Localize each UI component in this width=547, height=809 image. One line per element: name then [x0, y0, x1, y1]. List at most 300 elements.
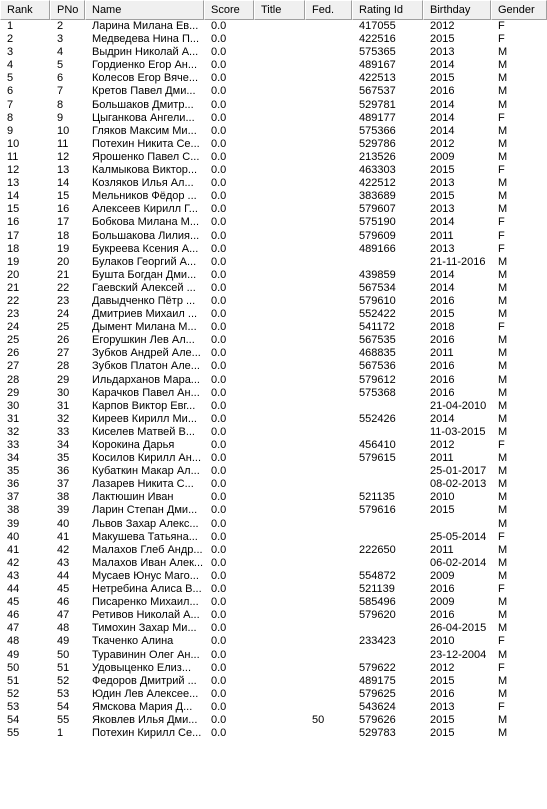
title-cell [254, 387, 305, 400]
gender-cell: F [498, 583, 505, 596]
pno-cell: 46 [57, 596, 70, 609]
fed-cell [305, 727, 352, 740]
gender-cell: M [498, 412, 508, 425]
title-cell [254, 491, 305, 504]
rating-id-cell: 552422 [359, 308, 396, 321]
table-row[interactable] [0, 544, 547, 557]
birthday-cell: 2014 [430, 124, 455, 137]
rank-cell: 20 [7, 268, 20, 281]
name-cell: Потехин Кирилл Се... [92, 727, 202, 740]
fed-cell [305, 216, 352, 229]
rating-id-cell: 579610 [359, 294, 396, 307]
pno-cell: 3 [57, 33, 64, 46]
pno-cell: 40 [57, 517, 70, 530]
title-cell [254, 531, 305, 544]
name-cell: Макушева Татьяна... [92, 530, 198, 543]
pno-cell: 38 [57, 491, 70, 504]
score-cell: 0.0 [211, 321, 227, 334]
table-row[interactable] [0, 452, 547, 465]
rank-cell: 33 [7, 439, 20, 451]
rank-cell: 46 [7, 609, 20, 622]
title-cell [254, 400, 305, 413]
table-row[interactable] [0, 478, 547, 491]
table-row[interactable] [0, 321, 547, 334]
rank-cell: 53 [7, 700, 20, 713]
pno-cell: 23 [57, 294, 70, 307]
title-cell [254, 413, 305, 426]
pno-cell: 43 [57, 556, 70, 569]
score-cell: 0.0 [211, 609, 227, 622]
rating-id-cell: 468835 [359, 347, 396, 360]
birthday-cell: 2011 [430, 452, 454, 465]
title-cell [254, 596, 305, 609]
rank-cell: 49 [7, 648, 20, 661]
column-header-rank[interactable]: Rank [0, 0, 50, 20]
birthday-cell: 2009 [430, 150, 455, 163]
table-row[interactable] [0, 374, 547, 387]
gender-cell: M [498, 687, 508, 700]
score-cell: 0.0 [211, 478, 227, 491]
gender-cell: M [498, 203, 508, 216]
name-cell: Малахов Глеб Андр... [92, 543, 203, 556]
rank-cell: 34 [7, 452, 20, 465]
pno-cell: 21 [57, 268, 70, 281]
fed-cell [305, 360, 352, 373]
birthday-cell: 21-04-2010 [430, 399, 487, 412]
table-row[interactable] [0, 230, 547, 243]
gender-cell: F [498, 661, 505, 674]
rating-id-cell: 579620 [359, 609, 396, 622]
title-cell [254, 125, 305, 138]
score-cell: 0.0 [211, 517, 227, 530]
score-cell: 0.0 [211, 33, 227, 46]
gender-cell: M [498, 281, 508, 294]
pno-cell: 7 [57, 85, 64, 98]
pno-cell: 51 [57, 661, 70, 674]
table-row[interactable] [0, 504, 547, 517]
birthday-cell: 2011 [430, 347, 454, 360]
rating-id-cell: 463303 [359, 164, 396, 177]
table-row[interactable] [0, 400, 547, 413]
name-cell: Потехин Никита Се... [92, 137, 200, 150]
table-row[interactable] [0, 347, 547, 360]
title-cell [254, 518, 305, 531]
table-row[interactable] [0, 216, 547, 229]
table-row[interactable] [0, 675, 547, 688]
score-cell: 0.0 [211, 334, 227, 347]
birthday-cell: 2012 [430, 20, 455, 32]
name-cell: Туравинин Олег Ан... [92, 648, 200, 661]
pno-cell: 52 [57, 674, 70, 687]
title-cell [254, 465, 305, 478]
table-row[interactable] [0, 360, 547, 373]
birthday-cell: 2013 [430, 203, 455, 216]
table-row[interactable] [0, 518, 547, 531]
rating-id-cell: 567534 [359, 281, 396, 294]
score-cell: 0.0 [211, 72, 227, 85]
score-cell: 0.0 [211, 569, 227, 582]
score-cell: 0.0 [211, 242, 227, 255]
fed-cell [305, 230, 352, 243]
fed-cell [305, 570, 352, 583]
gender-cell: M [498, 504, 508, 517]
pno-cell: 33 [57, 425, 70, 438]
birthday-cell: 2014 [430, 268, 455, 281]
birthday-cell: 2014 [430, 111, 455, 124]
rank-cell: 41 [7, 543, 20, 556]
score-cell: 0.0 [211, 124, 227, 137]
column-header-birthday[interactable]: Birthday [423, 0, 491, 20]
title-cell [254, 99, 305, 112]
pno-cell: 45 [57, 583, 70, 596]
score-cell: 0.0 [211, 412, 227, 425]
rating-id-cell: 233423 [359, 635, 396, 648]
pno-cell: 32 [57, 412, 70, 425]
gender-cell: M [498, 177, 508, 190]
rank-cell: 26 [7, 347, 20, 360]
table-row[interactable] [0, 570, 547, 583]
column-header-score[interactable]: Score [204, 0, 254, 20]
title-cell [254, 243, 305, 256]
score-cell: 0.0 [211, 229, 227, 242]
rating-id-cell: 456410 [359, 439, 396, 451]
score-cell: 0.0 [211, 425, 227, 438]
gender-cell: F [498, 20, 505, 32]
name-cell: Большаков Дмитр... [92, 98, 194, 111]
rank-cell: 30 [7, 399, 20, 412]
gender-cell: M [498, 478, 508, 491]
name-cell: Лактюшин Иван [92, 491, 174, 504]
title-cell [254, 203, 305, 216]
rank-cell: 45 [7, 596, 20, 609]
score-cell: 0.0 [211, 648, 227, 661]
rank-cell: 50 [7, 661, 20, 674]
rating-id-cell: 541172 [359, 321, 395, 334]
fed-cell [305, 701, 352, 714]
gender-cell: M [498, 190, 508, 203]
gender-cell: M [498, 150, 508, 163]
fed-cell [305, 295, 352, 308]
pno-cell: 48 [57, 622, 70, 635]
table-row[interactable] [0, 413, 547, 426]
gender-cell: M [498, 452, 508, 465]
score-cell: 0.0 [211, 46, 227, 59]
birthday-cell: 2012 [430, 661, 455, 674]
score-cell: 0.0 [211, 635, 227, 648]
gender-cell: M [498, 124, 508, 137]
score-cell: 0.0 [211, 452, 227, 465]
name-cell: Бобкова Милана М... [92, 216, 200, 229]
title-cell [254, 308, 305, 321]
gender-cell: F [498, 439, 505, 451]
gender-cell: M [498, 569, 508, 582]
name-cell: Корокина Дарья [92, 439, 175, 451]
gender-cell: F [498, 321, 505, 334]
table-row[interactable] [0, 125, 547, 138]
table-row[interactable] [0, 282, 547, 295]
table-row[interactable] [0, 531, 547, 544]
fed-cell [305, 518, 352, 531]
gender-cell: M [498, 137, 508, 150]
column-header-name[interactable]: Name [85, 0, 204, 20]
name-cell: Ларина Милана Ев... [92, 20, 199, 32]
table-row[interactable] [0, 635, 547, 648]
name-cell: Удовыценко Елиз... [92, 661, 192, 674]
rank-cell: 44 [7, 583, 20, 596]
table-row[interactable] [0, 714, 547, 727]
table-row[interactable] [0, 46, 547, 59]
gender-cell: M [498, 347, 508, 360]
table-row[interactable] [0, 622, 547, 635]
birthday-cell: 08-02-2013 [430, 478, 487, 491]
title-cell [254, 544, 305, 557]
pno-cell: 39 [57, 504, 70, 517]
title-cell [254, 164, 305, 177]
fed-cell [305, 544, 352, 557]
title-cell [254, 609, 305, 622]
rank-cell: 31 [7, 412, 20, 425]
fed-cell [305, 282, 352, 295]
rank-cell: 55 [7, 727, 20, 740]
score-cell: 0.0 [211, 661, 227, 674]
column-header-fed[interactable]: Fed. [305, 0, 352, 20]
gender-cell: M [498, 373, 508, 386]
rating-id-cell: 222650 [359, 543, 396, 556]
table-row[interactable] [0, 727, 547, 740]
title-cell [254, 138, 305, 151]
gender-cell: M [498, 399, 508, 412]
fed-cell [305, 662, 352, 675]
pno-cell: 16 [57, 203, 70, 216]
table-row[interactable] [0, 85, 547, 98]
rank-cell: 29 [7, 386, 20, 399]
pno-cell: 37 [57, 478, 70, 491]
rating-id-cell: 529781 [359, 98, 396, 111]
table-row[interactable] [0, 190, 547, 203]
pno-cell: 15 [57, 190, 70, 203]
fed-cell [305, 46, 352, 59]
fed-cell [305, 347, 352, 360]
rank-cell: 37 [7, 491, 20, 504]
title-cell [254, 662, 305, 675]
rating-id-cell: 567536 [359, 360, 396, 373]
column-header-pno[interactable]: PNo [50, 0, 85, 20]
table-row[interactable] [0, 387, 547, 400]
title-cell [254, 256, 305, 269]
table-row[interactable] [0, 465, 547, 478]
table-row[interactable] [0, 164, 547, 177]
name-cell: Гаевский Алексей ... [92, 281, 196, 294]
table-row[interactable] [0, 295, 547, 308]
rating-id-cell [352, 557, 423, 570]
table-row[interactable] [0, 269, 547, 282]
rating-id-cell [352, 649, 423, 662]
pno-cell: 13 [57, 164, 70, 177]
score-cell: 0.0 [211, 268, 227, 281]
rank-cell: 40 [7, 530, 20, 543]
gender-cell: M [498, 268, 508, 281]
title-cell [254, 649, 305, 662]
fed-cell [305, 33, 352, 46]
title-cell [254, 426, 305, 439]
gender-cell: M [498, 294, 508, 307]
column-header-title[interactable]: Title [254, 0, 305, 20]
table-row[interactable] [0, 59, 547, 72]
table-row[interactable] [0, 151, 547, 164]
title-cell [254, 635, 305, 648]
name-cell: Гляков Максим Ми... [92, 124, 197, 137]
gender-cell: M [498, 622, 508, 635]
score-cell: 0.0 [211, 622, 227, 635]
table-row[interactable] [0, 557, 547, 570]
title-cell [254, 334, 305, 347]
name-cell: Козляков Илья Ал... [92, 177, 194, 190]
pno-cell: 8 [57, 98, 64, 111]
pno-cell: 30 [57, 386, 70, 399]
pno-cell: 55 [57, 713, 70, 726]
rating-id-cell: 489166 [359, 242, 396, 255]
table-row[interactable] [0, 439, 547, 452]
rank-cell: 3 [7, 46, 14, 59]
name-cell: Юдин Лев Алексее... [92, 687, 199, 700]
score-cell: 0.0 [211, 150, 227, 163]
title-cell [254, 714, 305, 727]
fed-cell [305, 465, 352, 478]
table-row[interactable] [0, 72, 547, 85]
birthday-cell: 2015 [430, 164, 455, 177]
rating-id-cell: 579615 [359, 452, 396, 465]
fed-cell [305, 583, 352, 596]
rating-id-cell: 422516 [359, 33, 396, 46]
table-row[interactable] [0, 334, 547, 347]
score-cell: 0.0 [211, 164, 227, 177]
table-row[interactable] [0, 596, 547, 609]
rating-id-cell: 489177 [359, 111, 396, 124]
fed-cell [305, 491, 352, 504]
rank-cell: 7 [7, 98, 14, 111]
birthday-cell: 2012 [430, 439, 455, 451]
name-cell: Ярошенко Павел С... [92, 150, 200, 163]
table-row[interactable] [0, 491, 547, 504]
name-cell: Бушта Богдан Дми... [92, 268, 197, 281]
fed-cell [305, 72, 352, 85]
table-row[interactable] [0, 33, 547, 46]
rank-cell: 16 [7, 216, 20, 229]
name-cell: Писаренко Михаил... [92, 596, 199, 609]
pno-cell: 24 [57, 308, 70, 321]
pno-cell: 49 [57, 635, 70, 648]
table-row[interactable] [0, 583, 547, 596]
table-row[interactable] [0, 609, 547, 622]
rank-cell: 27 [7, 360, 20, 373]
score-cell: 0.0 [211, 111, 227, 124]
table-row[interactable] [0, 138, 547, 151]
fed-cell [305, 59, 352, 72]
score-cell: 0.0 [211, 203, 227, 216]
rating-id-cell: 489167 [359, 59, 396, 72]
rank-cell: 52 [7, 687, 20, 700]
title-cell [254, 701, 305, 714]
title-cell [254, 59, 305, 72]
table-row[interactable] [0, 308, 547, 321]
pno-cell: 22 [57, 281, 70, 294]
fed-cell [305, 478, 352, 491]
pno-cell: 17 [57, 216, 70, 229]
score-cell: 0.0 [211, 386, 227, 399]
name-cell: Киреев Кирилл Ми... [92, 412, 197, 425]
title-cell [254, 727, 305, 740]
column-header-gender[interactable]: Gender [491, 0, 547, 20]
score-cell: 0.0 [211, 596, 227, 609]
table-row[interactable] [0, 662, 547, 675]
score-cell: 0.0 [211, 530, 227, 543]
gender-cell: M [498, 727, 508, 740]
gender-cell: M [498, 609, 508, 622]
gender-cell: M [498, 360, 508, 373]
birthday-cell: 25-05-2014 [430, 530, 487, 543]
score-cell: 0.0 [211, 556, 227, 569]
fed-cell [305, 596, 352, 609]
birthday-cell: 2015 [430, 308, 455, 321]
rank-cell: 4 [7, 59, 14, 72]
pno-cell: 36 [57, 465, 70, 478]
score-cell: 0.0 [211, 177, 227, 190]
rating-id-cell: 529786 [359, 137, 396, 150]
gender-cell: F [498, 33, 505, 46]
fed-cell [305, 374, 352, 387]
column-header-rating-id[interactable]: Rating Id [352, 0, 423, 20]
name-cell: Федоров Дмитрий ... [92, 674, 197, 687]
rank-cell: 22 [7, 294, 20, 307]
table-row[interactable] [0, 688, 547, 701]
birthday-cell: 2016 [430, 334, 455, 347]
table-row[interactable] [0, 203, 547, 216]
pno-cell: 4 [57, 46, 64, 59]
pno-cell: 19 [57, 242, 70, 255]
table-row[interactable] [0, 99, 547, 112]
birthday-cell: 2015 [430, 33, 455, 46]
table-row[interactable] [0, 243, 547, 256]
table-row[interactable] [0, 20, 547, 33]
table-row[interactable] [0, 649, 547, 662]
name-cell: Лазарев Никита С... [92, 478, 194, 491]
score-cell: 0.0 [211, 727, 227, 740]
birthday-cell: 2009 [430, 596, 455, 609]
birthday-cell: 2018 [430, 321, 455, 334]
pno-cell: 10 [57, 124, 70, 137]
name-cell: Большакова Лилия... [92, 229, 200, 242]
score-cell: 0.0 [211, 308, 227, 321]
fed-cell [305, 557, 352, 570]
table-row[interactable] [0, 426, 547, 439]
title-cell [254, 190, 305, 203]
table-row[interactable] [0, 256, 547, 269]
rating-id-cell: 543624 [359, 700, 396, 713]
name-cell: Нетребина Алиса В... [92, 583, 202, 596]
birthday-cell: 2011 [430, 543, 454, 556]
pno-cell: 2 [57, 20, 64, 32]
score-cell: 0.0 [211, 294, 227, 307]
rating-id-cell: 529783 [359, 727, 396, 740]
rating-id-cell: 489175 [359, 674, 396, 687]
table-row[interactable] [0, 701, 547, 714]
score-cell: 0.0 [211, 20, 227, 32]
name-cell: Булаков Георгий А... [92, 255, 197, 268]
rating-id-cell: 575365 [359, 46, 396, 59]
grid-body [0, 20, 547, 740]
table-row[interactable] [0, 112, 547, 125]
table-row[interactable] [0, 177, 547, 190]
